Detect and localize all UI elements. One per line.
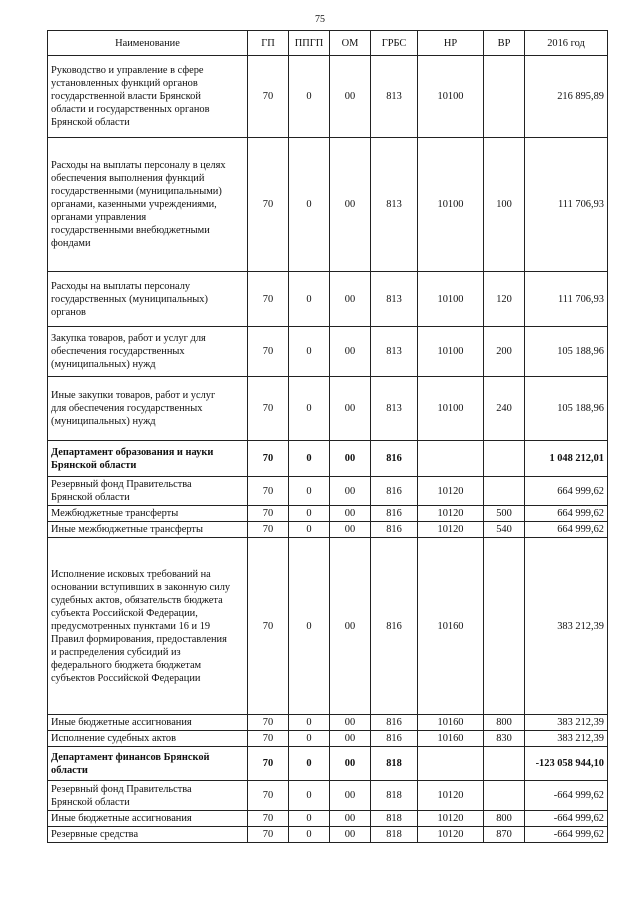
ppgp-cell: 0 (289, 811, 330, 827)
om-cell: 00 (330, 56, 371, 138)
column-header-grbs: ГРБС (371, 31, 418, 56)
nr-cell: 10100 (418, 138, 484, 272)
row-name-text: Расходы на выплаты персоналу государственных (муниципальных) органов (51, 280, 208, 318)
table-body (48, 56, 608, 843)
nr-cell: 10100 (418, 272, 484, 327)
row-name-text: Департамент финансов Брянской области (51, 751, 210, 776)
gp-cell: 70 (248, 747, 289, 781)
table-row (48, 377, 608, 441)
nr-cell: 10160 (418, 538, 484, 715)
column-header-om: ОМ (330, 31, 371, 56)
row-name-cell (48, 715, 248, 731)
row-name-text: Исполнение исковых требований на основании вступивших в законную силу судебных актов, обязательств бюджета субъекта Российской Федерации, предусмотренных пунктами 16 и 19 Правил формирования, предоставления и распределения субсидий из федерального бюджета бюджетам субъектов Российской Федерации (51, 568, 231, 684)
ppgp-cell: 0 (289, 377, 330, 441)
om-cell: 00 (330, 827, 371, 843)
amount-cell: 383 212,39 (525, 715, 608, 731)
nr-cell: 10120 (418, 506, 484, 522)
row-name-cell (48, 272, 248, 327)
om-cell: 00 (330, 747, 371, 781)
row-name-text: Иные бюджетные ассигнования (51, 813, 192, 824)
grbs-cell: 813 (371, 272, 418, 327)
vr-cell: 830 (484, 731, 525, 747)
table-row (48, 827, 608, 843)
table-row (48, 327, 608, 377)
nr-cell (418, 747, 484, 781)
gp-cell: 70 (248, 538, 289, 715)
om-cell: 00 (330, 538, 371, 715)
table-row (48, 715, 608, 731)
table-row (48, 441, 608, 477)
amount-cell: 111 706,93 (525, 272, 608, 327)
gp-cell: 70 (248, 781, 289, 811)
row-name-cell (48, 377, 248, 441)
ppgp-cell: 0 (289, 138, 330, 272)
row-name-text: Закупка товаров, работ и услуг для обеспечения государственных (муниципальных) нужд (51, 333, 206, 370)
row-name-cell (48, 477, 248, 506)
gp-cell: 70 (248, 522, 289, 538)
vr-cell: 200 (484, 327, 525, 377)
table-row (48, 506, 608, 522)
row-name-cell (48, 56, 248, 138)
vr-cell (484, 781, 525, 811)
column-header-name: Наименование (48, 31, 248, 56)
row-name-text: Межбюджетные трансферты (51, 508, 179, 519)
om-cell: 00 (330, 441, 371, 477)
nr-cell: 10160 (418, 715, 484, 731)
amount-cell: 105 188,96 (525, 327, 608, 377)
budget-table (47, 30, 608, 843)
om-cell: 00 (330, 327, 371, 377)
column-header-ppgp: ППГП (289, 31, 330, 56)
vr-cell: 800 (484, 811, 525, 827)
row-name-text: Иные закупки товаров, работ и услуг для обеспечения государственных (муниципальных) нужд (51, 390, 216, 427)
gp-cell: 70 (248, 811, 289, 827)
grbs-cell: 816 (371, 715, 418, 731)
om-cell: 00 (330, 811, 371, 827)
grbs-cell: 813 (371, 327, 418, 377)
table-row (48, 747, 608, 781)
vr-cell: 540 (484, 522, 525, 538)
row-name-text: Резервный фонд Правительства Брянской области (51, 783, 192, 808)
nr-cell: 10160 (418, 731, 484, 747)
om-cell: 00 (330, 781, 371, 811)
om-cell: 00 (330, 138, 371, 272)
row-name-text: Расходы на выплаты персоналу в целях обеспечения выполнения функций государственными (муниципальными) органами, казенными учреждениями, органами управления государственными внебюджетными фондами (51, 160, 226, 249)
nr-cell: 10120 (418, 477, 484, 506)
grbs-cell: 816 (371, 538, 418, 715)
row-name-cell (48, 827, 248, 843)
ppgp-cell: 0 (289, 747, 330, 781)
om-cell: 00 (330, 731, 371, 747)
amount-cell: 664 999,62 (525, 522, 608, 538)
gp-cell: 70 (248, 731, 289, 747)
row-name-cell (48, 138, 248, 272)
amount-cell: 383 212,39 (525, 538, 608, 715)
row-name-text: Исполнение судебных актов (51, 733, 176, 744)
column-header-vr: ВР (484, 31, 525, 56)
ppgp-cell: 0 (289, 715, 330, 731)
row-name-cell (48, 506, 248, 522)
ppgp-cell: 0 (289, 731, 330, 747)
grbs-cell: 818 (371, 781, 418, 811)
grbs-cell: 818 (371, 747, 418, 781)
nr-cell: 10100 (418, 377, 484, 441)
gp-cell: 70 (248, 56, 289, 138)
grbs-cell: 816 (371, 441, 418, 477)
table-row (48, 477, 608, 506)
om-cell: 00 (330, 477, 371, 506)
vr-cell (484, 56, 525, 138)
nr-cell: 10100 (418, 327, 484, 377)
row-name-cell (48, 538, 248, 715)
gp-cell: 70 (248, 272, 289, 327)
amount-cell: 664 999,62 (525, 477, 608, 506)
grbs-cell: 816 (371, 522, 418, 538)
amount-cell: -664 999,62 (525, 827, 608, 843)
table-row (48, 56, 608, 138)
page-number: 75 (315, 14, 325, 25)
grbs-cell: 813 (371, 377, 418, 441)
grbs-cell: 816 (371, 731, 418, 747)
vr-cell (484, 477, 525, 506)
om-cell: 00 (330, 506, 371, 522)
gp-cell: 70 (248, 715, 289, 731)
om-cell: 00 (330, 272, 371, 327)
row-name-text: Иные бюджетные ассигнования (51, 717, 192, 728)
row-name-cell (48, 811, 248, 827)
vr-cell: 500 (484, 506, 525, 522)
table-row (48, 811, 608, 827)
row-name-cell (48, 747, 248, 781)
row-name-cell (48, 441, 248, 477)
amount-cell: -664 999,62 (525, 781, 608, 811)
nr-cell: 10120 (418, 811, 484, 827)
nr-cell: 10120 (418, 522, 484, 538)
row-name-text: Департамент образования и науки Брянской области (51, 446, 214, 471)
ppgp-cell: 0 (289, 441, 330, 477)
row-name-cell (48, 781, 248, 811)
nr-cell: 10120 (418, 827, 484, 843)
row-name-text: Резервный фонд Правительства Брянской области (51, 479, 192, 503)
table-row (48, 138, 608, 272)
table-row (48, 731, 608, 747)
ppgp-cell: 0 (289, 506, 330, 522)
amount-cell: 105 188,96 (525, 377, 608, 441)
vr-cell (484, 538, 525, 715)
grbs-cell: 816 (371, 506, 418, 522)
grbs-cell: 818 (371, 811, 418, 827)
amount-cell: 216 895,89 (525, 56, 608, 138)
ppgp-cell: 0 (289, 327, 330, 377)
table-row (48, 272, 608, 327)
om-cell: 00 (330, 522, 371, 538)
vr-cell: 240 (484, 377, 525, 441)
gp-cell: 70 (248, 377, 289, 441)
grbs-cell: 813 (371, 138, 418, 272)
row-name-cell (48, 731, 248, 747)
vr-cell: 800 (484, 715, 525, 731)
grbs-cell: 818 (371, 827, 418, 843)
gp-cell: 70 (248, 506, 289, 522)
amount-cell: 664 999,62 (525, 506, 608, 522)
gp-cell: 70 (248, 827, 289, 843)
amount-cell: 111 706,93 (525, 138, 608, 272)
row-name-cell (48, 522, 248, 538)
ppgp-cell: 0 (289, 827, 330, 843)
vr-cell: 120 (484, 272, 525, 327)
om-cell: 00 (330, 715, 371, 731)
table-row (48, 781, 608, 811)
column-header-year: 2016 год (525, 31, 608, 56)
amount-cell: 1 048 212,01 (525, 441, 608, 477)
vr-cell (484, 441, 525, 477)
table-row (48, 522, 608, 538)
column-header-nr: НР (418, 31, 484, 56)
ppgp-cell: 0 (289, 538, 330, 715)
grbs-cell: 813 (371, 56, 418, 138)
om-cell: 00 (330, 377, 371, 441)
amount-cell: -123 058 944,10 (525, 747, 608, 781)
vr-cell: 100 (484, 138, 525, 272)
ppgp-cell: 0 (289, 522, 330, 538)
gp-cell: 70 (248, 477, 289, 506)
ppgp-cell: 0 (289, 781, 330, 811)
row-name-text: Руководство и управление в сфере установленных функций органов государственной власти Брянской области и государственных органов Брянской области (51, 65, 210, 128)
ppgp-cell: 0 (289, 56, 330, 138)
nr-cell: 10120 (418, 781, 484, 811)
ppgp-cell: 0 (289, 477, 330, 506)
gp-cell: 70 (248, 138, 289, 272)
gp-cell: 70 (248, 441, 289, 477)
row-name-cell (48, 327, 248, 377)
ppgp-cell: 0 (289, 272, 330, 327)
amount-cell: -664 999,62 (525, 811, 608, 827)
vr-cell: 870 (484, 827, 525, 843)
gp-cell: 70 (248, 327, 289, 377)
row-name-text: Иные межбюджетные трансферты (51, 524, 203, 535)
grbs-cell: 816 (371, 477, 418, 506)
amount-cell: 383 212,39 (525, 731, 608, 747)
nr-cell: 10100 (418, 56, 484, 138)
vr-cell (484, 747, 525, 781)
column-header-gp: ГП (248, 31, 289, 56)
row-name-text: Резервные средства (51, 829, 139, 840)
nr-cell (418, 441, 484, 477)
table-row (48, 538, 608, 715)
table-header-row (48, 31, 608, 56)
